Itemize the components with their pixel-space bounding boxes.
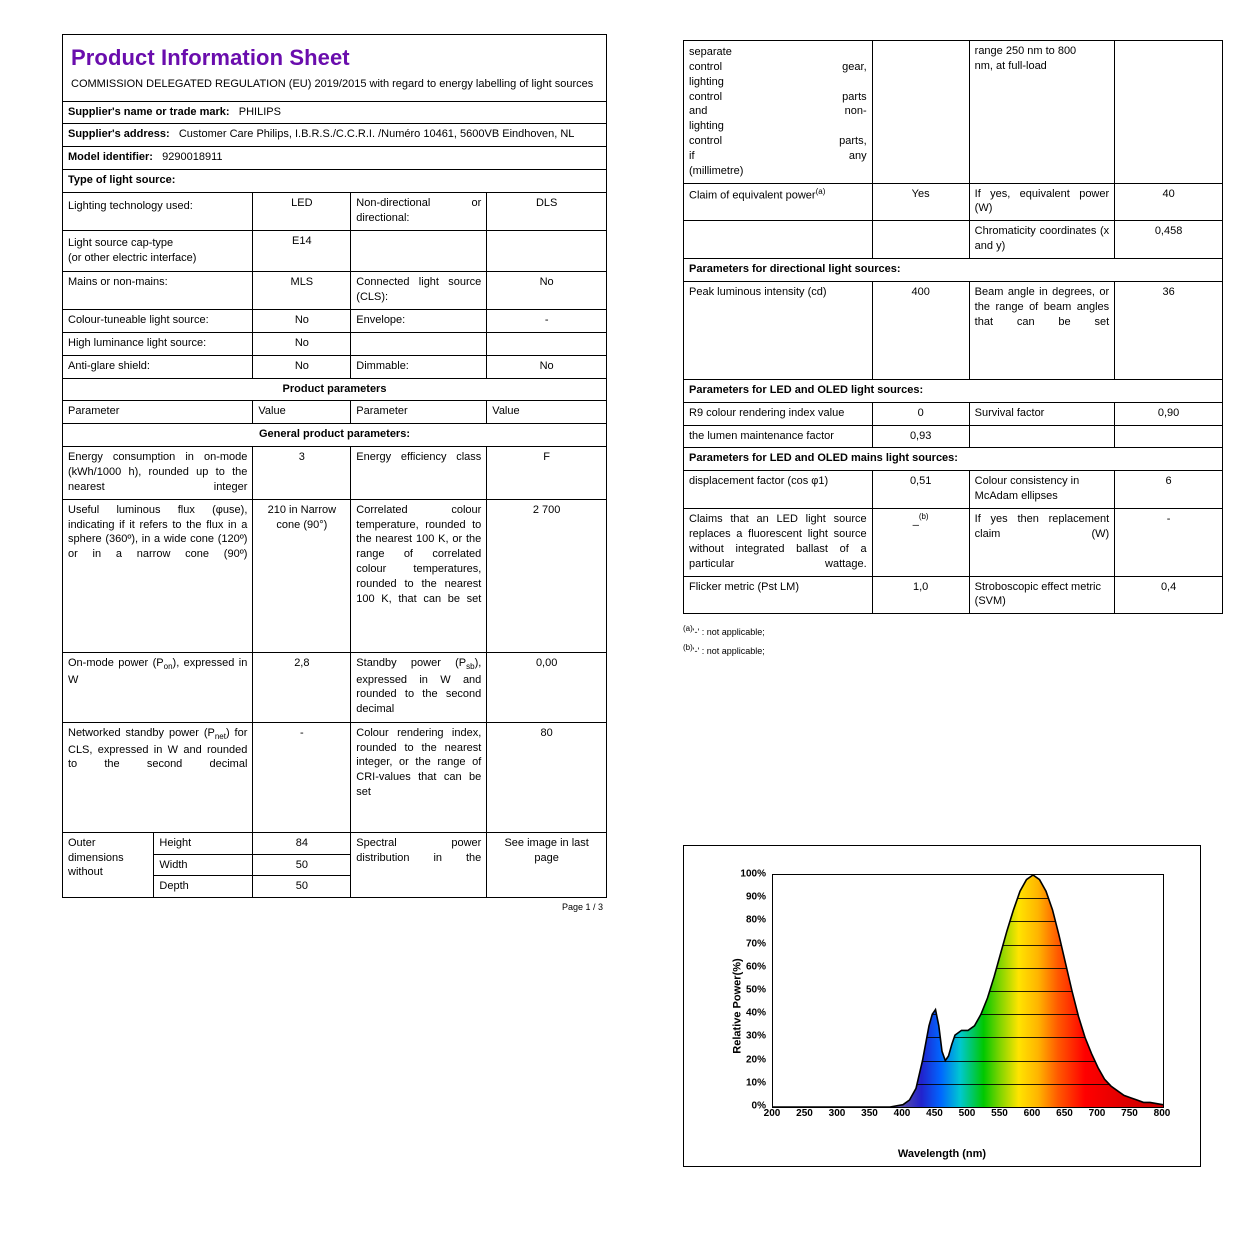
- supplier-address-value: Customer Care Philips, I.B.R.S./C.C.R.I. /Numéro 10461, 5600VB Eindhoven, NL: [178, 128, 575, 141]
- lighting-technology-value: LED: [253, 193, 351, 231]
- lumen-maintenance-row: [684, 425, 1223, 448]
- peak-luminous-intensity-label: Peak luminous intensity (cd): [684, 281, 873, 379]
- supplier-address-label: Supplier's address:: [68, 128, 170, 141]
- column-header-parameter-1: Parameter: [63, 401, 253, 424]
- footnote-b-text: '-' : not applicable;: [692, 645, 765, 656]
- outer-dimension-name-height: Height: [154, 833, 252, 854]
- chart-x-tick-label: 250: [796, 1108, 813, 1119]
- high-luminance-spacer-left: [351, 332, 487, 355]
- networked-standby-power-row: [63, 722, 607, 832]
- cap-type-label-line2: (or other electric interface): [68, 251, 197, 264]
- column-header-value-1: Value: [253, 401, 351, 424]
- stroboscopic-effect-label: Stroboscopic effect metric (SVM): [969, 576, 1115, 614]
- connected-light-source-value: No: [487, 272, 607, 310]
- lighting-technology-label: Lighting technology used:: [63, 193, 253, 231]
- outer-dimension-name-depth: Depth: [159, 880, 189, 893]
- standby-power-label: Standby power $(P_{sb})$, expressed in W and rounded to the second decimal: [351, 652, 487, 722]
- replacement-claim-label: Claims that an LED light source replaces a fluorescent light source without integrated ballast of a particular wattage.: [684, 509, 873, 576]
- outer-dimensions-values-cell: [253, 832, 351, 898]
- cap-type-label-line1: Light source cap-type: [68, 236, 174, 249]
- energy-consumption-value: 3: [253, 447, 351, 500]
- beam-angle-value: 36: [1115, 281, 1223, 379]
- flicker-metric-value: 1,0: [872, 576, 969, 614]
- model-identifier-value: 9290018911: [162, 151, 223, 164]
- chart-x-tick-label: 300: [828, 1108, 846, 1119]
- high-luminance-row: [63, 332, 607, 355]
- cont-line-2: control gear,: [689, 60, 867, 73]
- general-parameters-header-row: [63, 424, 607, 447]
- outer-dimension-name-width: Width: [154, 854, 252, 876]
- high-luminance-label: High luminance light source:: [63, 332, 253, 355]
- right-sheet-table: [683, 40, 1223, 614]
- chart-spectrum-curve: [773, 875, 1163, 1107]
- chart-x-tick-label: 750: [1121, 1108, 1138, 1119]
- replacement-claim-w-label: If yes then replacement claim (W): [969, 509, 1115, 576]
- chart-y-tick-label: 20%: [745, 1054, 766, 1066]
- cont-spectral-line2: nm, at full-load: [974, 59, 1047, 72]
- chart-plot-area: [772, 874, 1164, 1108]
- cont-line-1: separate: [689, 46, 732, 58]
- flicker-metric-row: [684, 576, 1223, 614]
- mains-label: Mains or non-mains:: [63, 272, 253, 310]
- energy-consumption-label: Energy consumption in on-mode (kWh/1000 h), rounded up to the nearest integer: [63, 447, 253, 500]
- chart-x-tick-label: 700: [1088, 1108, 1106, 1119]
- mains-value: MLS: [253, 272, 351, 310]
- lumen-maintenance-value: 0,93: [872, 425, 969, 448]
- product-information-sheet-page-1: [62, 34, 607, 912]
- colour-tuneable-row: [63, 310, 607, 333]
- regulation-text: COMMISSION DELEGATED REGULATION (EU) 2019/2015 with regard to energy labelling of light sources: [71, 77, 594, 90]
- dimmable-label: Dimmable:: [351, 355, 487, 378]
- survival-factor-value: 0,90: [1115, 402, 1223, 425]
- parameter-columns-row: [63, 401, 607, 424]
- footnote-a: [683, 622, 1223, 640]
- useful-luminous-flux-row: [63, 499, 607, 652]
- footnote-a-marker: (a): [683, 624, 693, 634]
- chart-y-tick-label: 0%: [751, 1100, 766, 1112]
- left-sheet-table: [62, 34, 607, 898]
- equivalent-power-label: If yes, equivalent power (W): [969, 183, 1115, 221]
- chart-x-axis-label: Wavelength (nm): [897, 1148, 987, 1160]
- chart-y-tick-label: 80%: [745, 914, 766, 926]
- claim-equivalent-power-label: Claim of equivalent power$^{(a)}$: [684, 183, 873, 221]
- title-row: [63, 35, 607, 102]
- spectral-power-distribution-value: See image in last page: [487, 832, 607, 898]
- connected-light-source-label: Connected light source (CLS):: [351, 272, 487, 310]
- replacement-claim-w-value: -: [1115, 509, 1223, 576]
- continued-spectral-label: [969, 41, 1115, 184]
- chart-x-tick-label: 800: [1153, 1108, 1171, 1119]
- r9-label: R9 colour rendering index value: [684, 402, 873, 425]
- chromaticity-label: Chromaticity coordinates (x and y): [969, 221, 1115, 259]
- chart-y-axis-label: Relative Power(%): [731, 958, 744, 1054]
- chart-x-tick-label: 650: [1056, 1108, 1073, 1119]
- outer-dimension-value-depth: 50: [295, 880, 308, 893]
- type-of-light-source-header: Type of light source:: [63, 170, 607, 193]
- standby-power-value: 0,00: [487, 652, 607, 722]
- chart-y-tick-label: 30%: [745, 1030, 766, 1042]
- networked-standby-power-value: -: [253, 722, 351, 832]
- outer-dimensions-label: [63, 833, 154, 898]
- useful-luminous-flux-value: 210 in Narrow cone (90°): [253, 499, 351, 652]
- lighting-technology-row: [63, 193, 607, 231]
- chart-y-tick-label: 70%: [745, 938, 766, 950]
- outer-dimensions-cell: [63, 832, 253, 898]
- mains-header: Parameters for LED and OLED mains light sources:: [684, 448, 1223, 471]
- peak-luminous-intensity-value: 400: [872, 281, 969, 379]
- led-oled-header: Parameters for LED and OLED light sources:: [684, 379, 1223, 402]
- stroboscopic-effect-value: 0,4: [1115, 576, 1223, 614]
- colour-consistency-value: 6: [1115, 471, 1223, 509]
- cont-line-5: and non-: [689, 105, 867, 118]
- cap-type-value: E14: [253, 230, 351, 272]
- displacement-factor-label: displacement factor (cos φ1): [684, 471, 873, 509]
- continued-spectral-value-spacer: [1115, 41, 1223, 184]
- replacement-claim-value: _$^{(b)}$: [872, 509, 969, 576]
- chart-y-axis-ticks: [714, 868, 766, 1112]
- directionality-value: DLS: [487, 193, 607, 231]
- chart-x-tick-label: 450: [926, 1108, 943, 1119]
- chart-y-tick-label: 100%: [740, 868, 766, 880]
- r9-value: 0: [872, 402, 969, 425]
- footnote-b: [683, 641, 1223, 659]
- led-oled-header-row: [684, 379, 1223, 402]
- correlated-colour-temperature-label: Correlated colour temperature, rounded to the nearest 100 K, or the range of correlated colour temperatures, rounded to the nearest 100 K, that can be set: [351, 499, 487, 652]
- supplier-name-label: Supplier's name or trade mark:: [68, 105, 230, 118]
- chart-x-tick-label: 400: [893, 1108, 911, 1119]
- beam-angle-label: Beam angle in degrees, or the range of beam angles that can be set: [969, 281, 1115, 379]
- cap-type-spacer-right: [487, 230, 607, 272]
- cont-line-3: lighting: [689, 75, 724, 88]
- colour-tuneable-label: Colour-tuneable light source:: [63, 310, 253, 333]
- chart-y-tick-label: 50%: [745, 984, 766, 996]
- spectral-power-distribution-chart: [683, 845, 1201, 1167]
- footnote-a-text: '-' : not applicable;: [692, 627, 765, 638]
- chart-x-tick-label: 550: [991, 1108, 1008, 1119]
- colour-rendering-index-value: 80: [487, 722, 607, 832]
- supplier-address-row: [63, 124, 607, 147]
- column-header-value-2: Value: [487, 401, 607, 424]
- spectral-power-distribution-label: Spectral power distribution in the: [351, 832, 487, 898]
- cont-line-9: (millimetre): [689, 164, 744, 177]
- outer-dimensions-row: [63, 832, 607, 898]
- chart-y-tick-label: 10%: [745, 1077, 766, 1089]
- survival-factor-label: Survival factor: [969, 402, 1115, 425]
- on-mode-power-label: On-mode power $(P_{on})$, expressed in W: [63, 652, 253, 722]
- colour-tuneable-value: No: [253, 310, 351, 333]
- correlated-colour-temperature-value: 2 700: [487, 499, 607, 652]
- chart-x-tick-label: 600: [1023, 1108, 1041, 1119]
- replacement-claim-row: [684, 509, 1223, 576]
- mains-header-row: [684, 448, 1223, 471]
- chromaticity-spacer-value: [872, 221, 969, 259]
- cont-line-7: control parts,: [689, 135, 867, 148]
- outer-dimensions-label-line2: dimensions: [68, 851, 124, 864]
- continued-outer-dimensions-row: [684, 41, 1223, 184]
- lumen-maintenance-spacer-value: [1115, 425, 1223, 448]
- high-luminance-spacer-right: [487, 332, 607, 355]
- lumen-maintenance-spacer-label: [969, 425, 1115, 448]
- chart-x-tick-label: 200: [763, 1108, 781, 1119]
- chart-x-tick-label: 350: [861, 1108, 878, 1119]
- envelope-label: Envelope:: [351, 310, 487, 333]
- equivalent-power-value: 40: [1115, 183, 1223, 221]
- displacement-factor-row: [684, 471, 1223, 509]
- footnotes: [683, 622, 1223, 659]
- continued-outer-dimensions-value-spacer: [872, 41, 969, 184]
- directional-header: Parameters for directional light sources:: [684, 258, 1223, 281]
- networked-standby-power-label: Networked standby power $(P_{net})$ for CLS, expressed in W and rounded to the second decimal: [63, 722, 253, 832]
- type-of-light-source-header-row: [63, 170, 607, 193]
- model-identifier-row: [63, 147, 607, 170]
- claim-equivalent-power-row: [684, 183, 1223, 221]
- directionality-label: Non-directional or directional:: [351, 193, 487, 231]
- chromaticity-row: [684, 221, 1223, 259]
- chromaticity-value: 0,458: [1115, 221, 1223, 259]
- anti-glare-value: No: [253, 355, 351, 378]
- continued-outer-dimensions-label: [684, 41, 873, 184]
- supplier-name-value: PHILIPS: [238, 105, 281, 118]
- energy-efficiency-class-label: Energy efficiency class: [351, 447, 487, 500]
- cont-line-4: control parts: [689, 90, 867, 103]
- chart-x-tick-label: 500: [958, 1108, 976, 1119]
- cont-line-8: if any: [689, 149, 867, 162]
- outer-dimension-value-height: 84: [253, 833, 350, 854]
- model-identifier-label: Model identifier:: [68, 151, 153, 164]
- outer-dimensions-label-line3: without: [68, 866, 103, 879]
- product-parameters-header: Product parameters: [63, 378, 607, 401]
- colour-consistency-label: Colour consistency in McAdam ellipses: [969, 471, 1115, 509]
- chromaticity-spacer-label: [684, 221, 873, 259]
- product-parameters-header-row: [63, 378, 607, 401]
- page-number: Page 1 / 3: [561, 902, 603, 913]
- high-luminance-value: No: [253, 332, 351, 355]
- column-header-parameter-2: Parameter: [351, 401, 487, 424]
- supplier-name-row: [63, 101, 607, 124]
- cap-type-spacer-left: [351, 230, 487, 272]
- cont-spectral-line1: range 250 nm to 800: [974, 45, 1077, 57]
- cap-type-row: [63, 230, 607, 272]
- outer-dimensions-label-line1: Outer: [68, 836, 96, 849]
- colour-rendering-index-label: Colour rendering index, rounded to the nearest integer, or the range of CRI-values that can be set: [351, 722, 487, 832]
- envelope-value: -: [487, 310, 607, 333]
- product-information-sheet-page-2: [683, 40, 1223, 659]
- chart-y-tick-label: 40%: [745, 1007, 766, 1019]
- cont-line-6: lighting: [689, 120, 724, 133]
- chart-y-tick-label: 60%: [745, 961, 766, 973]
- lumen-maintenance-label: the lumen maintenance factor: [684, 425, 873, 448]
- useful-luminous-flux-label: Useful luminous flux (φuse), indicating if it refers to the flux in a sphere (360º), in a wide cone (120º) or in a narrow cone (90º): [63, 499, 253, 652]
- energy-consumption-row: [63, 447, 607, 500]
- peak-luminous-intensity-row: [684, 281, 1223, 379]
- mains-row: [63, 272, 607, 310]
- on-mode-power-row: [63, 652, 607, 722]
- anti-glare-label: Anti-glare shield:: [63, 355, 253, 378]
- general-parameters-header: General product parameters:: [63, 424, 607, 447]
- dimmable-value: No: [487, 355, 607, 378]
- anti-glare-row: [63, 355, 607, 378]
- page-title: Product Information Sheet: [71, 45, 350, 70]
- on-mode-power-value: 2,8: [253, 652, 351, 722]
- r9-row: [684, 402, 1223, 425]
- displacement-factor-value: 0,51: [872, 471, 969, 509]
- chart-y-tick-label: 90%: [745, 891, 766, 903]
- flicker-metric-label: Flicker metric (Pst LM): [684, 576, 873, 614]
- footnote-b-marker: (b): [683, 642, 693, 652]
- directional-header-row: [684, 258, 1223, 281]
- energy-efficiency-class-value: F: [487, 447, 607, 500]
- outer-dimension-value-width: 50: [253, 854, 350, 876]
- claim-equivalent-power-value: Yes: [872, 183, 969, 221]
